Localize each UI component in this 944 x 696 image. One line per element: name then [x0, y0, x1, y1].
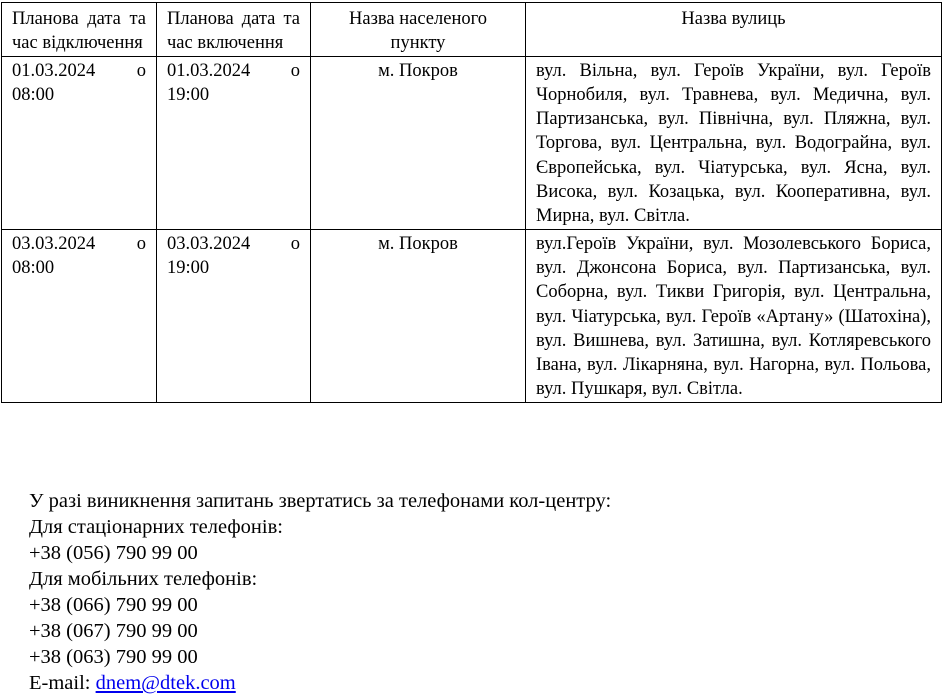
on-time: 19:00 — [167, 257, 210, 278]
on-time: 19:00 — [167, 84, 210, 105]
mobile-phone: +38 (063) 790 99 00 — [29, 646, 198, 668]
contact-intro: У разі виникнення запитань звертатись за телефонами кол-центру: — [29, 490, 612, 512]
off-time-preposition: о — [136, 233, 146, 254]
off-time-preposition: о — [136, 60, 146, 81]
header-on-datetime: Планова дата та час включення — [157, 3, 311, 57]
contact-info — [29, 488, 611, 696]
email-line — [29, 670, 611, 696]
streets-cell: вул. Вільна, вул. Героїв України, вул. Героїв Чорнобиля, вул. Травнева, вул. Медична, вул. Партизанська, вул. Північна, вул. Пляжна, вул. Торгова, вул. Центральна, вул. Водогрaйна, вул. Європейська, вул. Чіатурська, вул. Ясна, вул. Висока, вул. Козацька, вул. Кооперативна, вул. Мирна, вул. Світла. — [526, 56, 942, 229]
header-settlement: Назва населеного пункту — [311, 3, 526, 57]
table-header-row — [2, 3, 942, 57]
off-time: 08:00 — [12, 84, 55, 105]
on-time-preposition: о — [290, 60, 300, 81]
off-date: 01.03.2024 — [12, 60, 96, 81]
on-date: 01.03.2024 — [167, 60, 251, 81]
mobile-label: Для мобільних телефонів: — [29, 568, 258, 590]
outage-schedule-table — [1, 2, 942, 403]
settlement-cell: м. Покров — [311, 229, 526, 402]
off-time: 08:00 — [12, 257, 55, 278]
off-datetime-cell — [2, 229, 157, 402]
on-datetime-cell — [157, 229, 311, 402]
settlement-cell: м. Покров — [311, 56, 526, 229]
off-date: 03.03.2024 — [12, 233, 96, 254]
on-datetime-cell — [157, 56, 311, 229]
mobile-phone: +38 (067) 790 99 00 — [29, 620, 198, 642]
table-row — [2, 229, 942, 402]
header-streets: Назва вулиць — [526, 3, 942, 57]
streets-cell: вул.Героїв України, вул. Мозолевського Бориса, вул. Джонсона Бориса, вул. Партизанська, вул. Соборна, вул. Тикви Григорія, вул. Центральна, вул. Чіатурська, вул. Героїв «Артану» (Шатохіна), вул. Вишнева, вул. Затишна, вул. Котляревського Івана, вул. Лікарняна, вул. Нагорна, вул. Польова, вул. Пушкаря, вул. Світла. — [526, 229, 942, 402]
landline-label: Для стаціонарних телефонів: — [29, 516, 283, 538]
header-off-datetime: Планова дата та час відключення — [2, 3, 157, 57]
email-label: E-mail: — [29, 672, 96, 694]
off-datetime-cell — [2, 56, 157, 229]
on-date: 03.03.2024 — [167, 233, 251, 254]
mobile-phone: +38 (066) 790 99 00 — [29, 594, 198, 616]
table-row — [2, 56, 942, 229]
on-time-preposition: о — [290, 233, 300, 254]
landline-phone: +38 (056) 790 99 00 — [29, 542, 198, 564]
email-link[interactable]: dnem@dtek.com — [95, 672, 236, 694]
